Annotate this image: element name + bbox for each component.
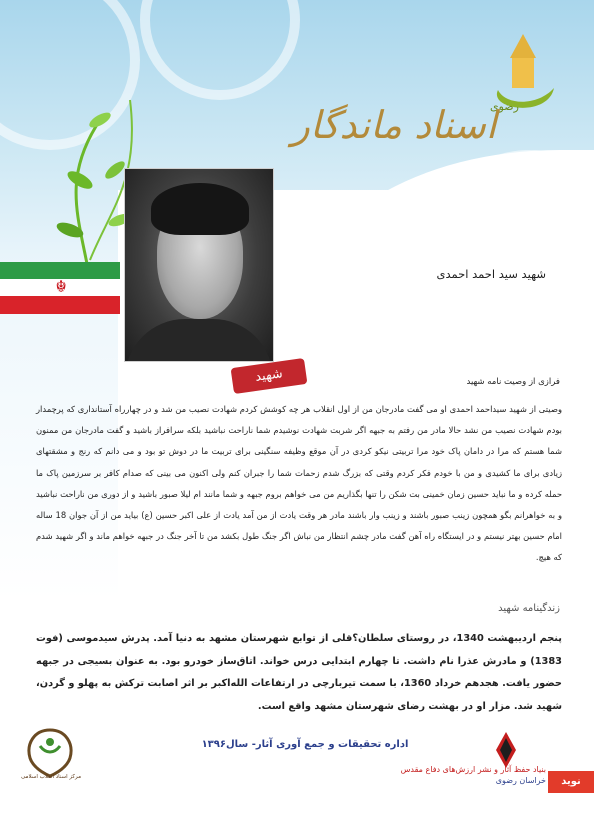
will-text: وصیتی از شهید سیداحمد احمدی او می گفت مادرجان من از اول انقلاب هر چه کوشش کردم شهادت نصیب من شد و در چهارراه آستانداری که پرچمدار بودم شهادت نصیب من نشد حالا مادر من رفتم به جبهه اگر شربت شهادت نوشیدم شما ناراحت نباشید بلکه سرافراز باشید و گفت مادرجان من ممنون شما هستم که مرا در دامان پاک خود مرا تربیتی نیکو کردی در آن موقع وظیفه سنگینی برای تربیت ما در دوش تو بود و می دانم که رنج و مشقتهای زیادی برای ما کشیدی و من با خودم فکر کردم وقتی که بزرگ شدم زحمات شما را جبران کنم ولی اکنون می بینی که صدام کافر بر سرزمین پاک ما حمله کرده و ما نباید حسین زمان خمینی بت شکن را تنها بگذاریم من می خواهم بروم جبهه و شما مانند ام لیلا صبور باشید و از دوری من ناراحت نباشید و به خواهرانم بگو همچون زینب صبور باشند و زینب وار باشند مادر هر وقت یادت از من آمد یادت از علی اکبر حسین (ع) بیاید من از آن جوان 18 ساله امام حسین بهتر نیستم و در ایستگاه راه آهن گفت مادر چشم انتظار من نباش اگر جنگ طول بکشد من تا آخر جنگ در جبهه خواهم ماند و اگر شهید شدم که هیچ. [36,404,562,563]
martyr-photo [124,168,274,362]
archive-logo-caption: مرکز اسناد انقلاب اسلامی [20,774,82,780]
will-title: فرازی از وصیت نامه شهید [466,377,560,387]
archive-logo [20,724,80,790]
biography-title: زندگینامه شهید [498,603,560,614]
martyr-name: شهید سید احمد احمدی [436,267,546,281]
martyr-badge: شهید [231,358,308,394]
navid-shahed-logo: نوید شاهد [548,771,594,793]
foundation-name-line1: بنیاد حفظ آثار و نشر ارزش‌های دفاع مقدس [400,765,546,774]
footer-credit: اداره تحقیقات و جمع آوری آثار- سال۱۳۹۶ [201,739,409,750]
logo-label: رضوی [490,100,519,113]
flag-emblem-icon: ☬ [55,277,67,296]
foundation-name [396,764,546,786]
biography-text: پنجم اردیبهشت 1340، در روستای سلطان؟قلی از توابع شهرستان مشهد به دنیا آمد. پدرش سیدموسی (فوت 1383) و مادرش عذرا نام داشت. تا چهارم ابتدایی درس خواند. اتاق‌ساز خودرو بود. به عنوان بسیجی در جبهه حضور یافت. هجدهم خرداد 1360، با سمت تیربارچی در ارتفاعات الله‌اکبر بر اثر اصابت ترکش به پهلو و گردن، شهید شد. مزار او در بهشت رضای شهرستان مشهد واقع است. [36,633,562,712]
page-title: اسناد ماندگار [291,103,497,147]
iran-flag [0,262,120,314]
foundation-name-line2: خراسان رضوی [495,776,546,785]
title-calligraphy [244,88,544,160]
